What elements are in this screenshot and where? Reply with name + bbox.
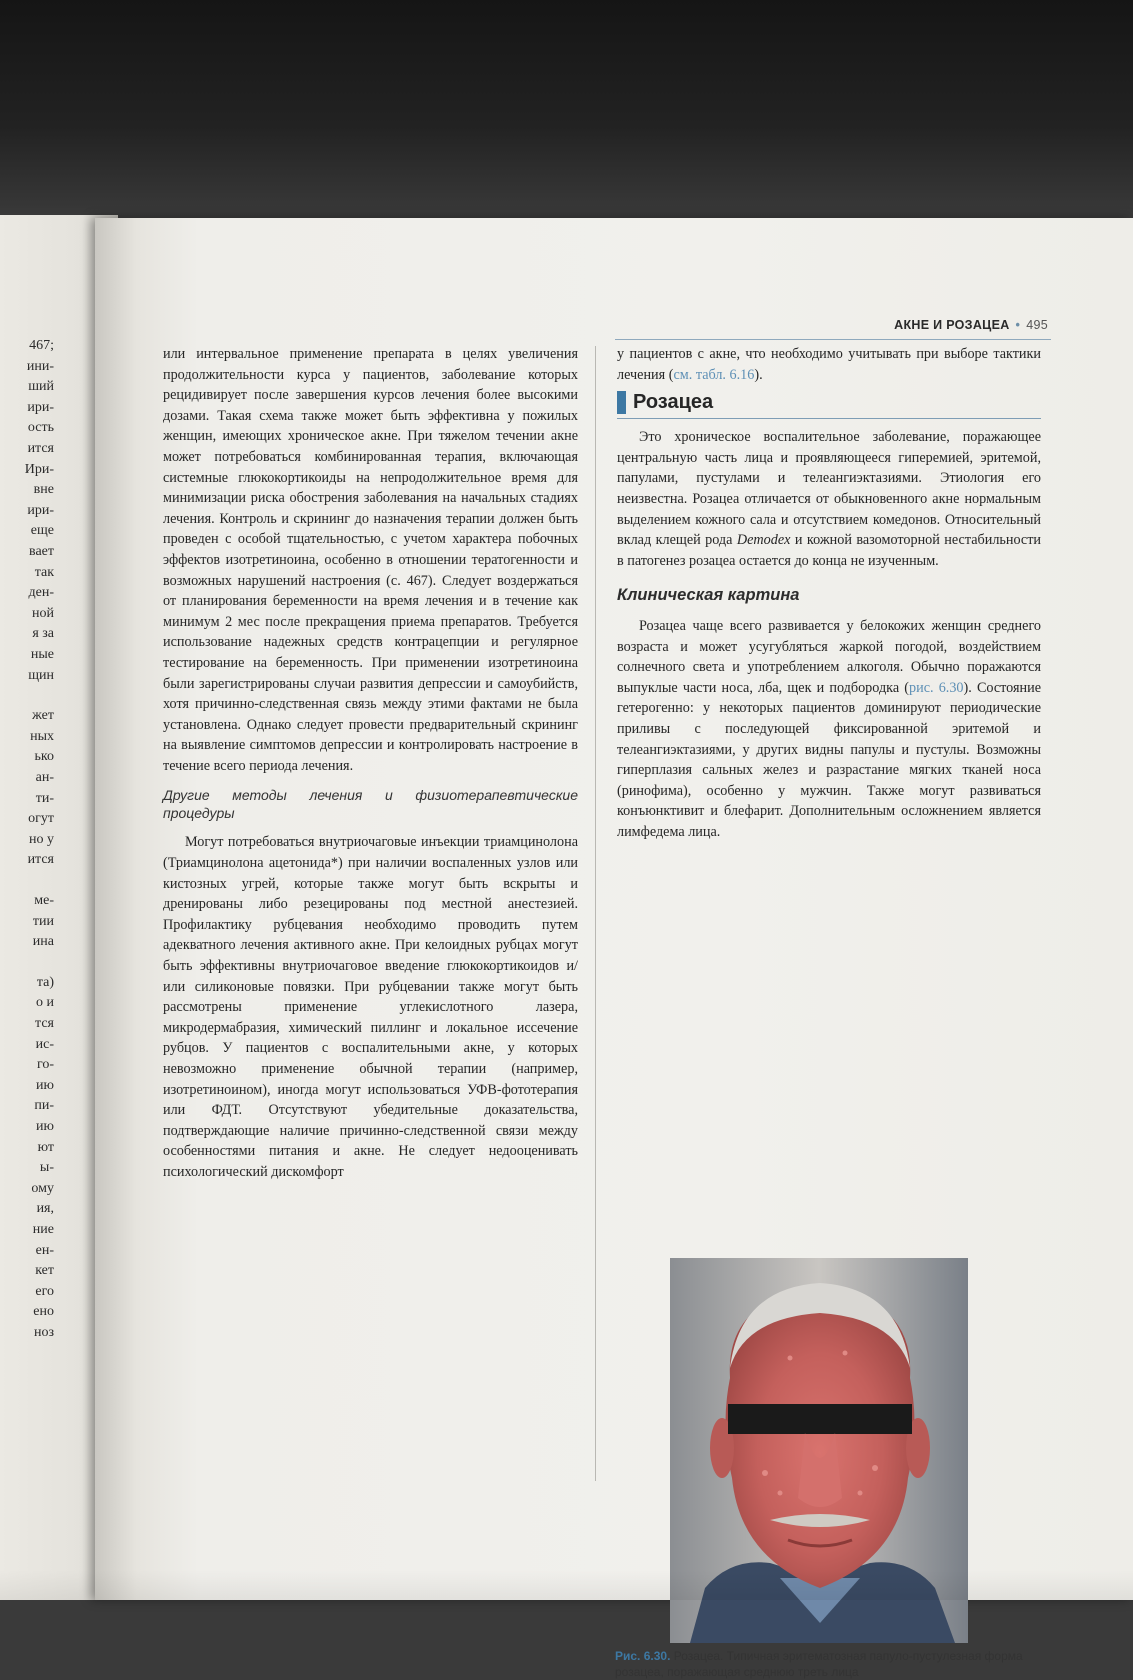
left-page-fragment: ший (28, 379, 54, 395)
left-page-fragment: ние (32, 1222, 54, 1237)
header-title: АКНЕ И РОЗАЦЕА (894, 318, 1010, 332)
left-page-fragment: ан- (35, 770, 54, 785)
left-page-fragment: го- (36, 1057, 54, 1073)
left-page-fragment: так (34, 564, 54, 580)
table-reference-link[interactable]: см. табл. 6.16 (673, 366, 755, 383)
left-page-fragment: ому (31, 1180, 54, 1196)
running-header (894, 318, 1048, 332)
left-page-fragment: ири- (27, 502, 54, 518)
header-separator: • (1015, 318, 1021, 332)
book-page (95, 218, 1133, 1679)
left-page-fragment: ти- (35, 790, 54, 806)
left-page-fragment: 467; (29, 338, 54, 353)
left-page-fragment: но у (29, 831, 54, 847)
left-paragraph-2: Могут потребоваться внутриочаговые инъекции триамцинолона (Триамцинолона ацетонида*) при наличии воспаленных узлов или кистозных угрей, которые также могут быть вскрыты и дренированы либо резецированы под местной анестезией. Профилактику рубцевания необходимо проводить путем адекватного лечения активного акне. При келоидных рубцах могут быть эффективны внутриочаговое введение глюкокортикоидов и/или силиконовые повязки. При рубцевании также могут быть рассмотрены применение углекислотного лазера, микродермабразия, химический пиллинг и локальное иссечение рубцов. У пациентов с воспалительными акне, у которых невозможно применение обычной терапии (например, изотретиноином), иногда могут использоваться УФВ-фототерапия или ФДТ. Отсутствуют убедительные доказательства, подтверждающие наличие причинно-следственной связи между особенностями питания и акне. Не следует недооценивать психологический дискомфорт (163, 834, 578, 1180)
right-paragraph-0-text: у пациентов с акне, что необходимо учитывать при выборе тактики лечения ( (617, 346, 1041, 383)
left-page-fragment: огут (28, 811, 54, 827)
subheading-other-methods: Другие методы лечения и физиотерапевтические процедуры (163, 787, 578, 822)
left-page-fragment: ной (32, 605, 54, 621)
rosacea-paragraph-1-text: Это хроническое воспалительное заболевание, поражающее центральную часть лица и проявляющееся гиперемией, эритемой, папулами, пустулами и телеангиэктазиями. Этиология его неизвестна. Розацеа отличается от обыкновенного акне нормальным выделением кожного сала и отсутствием комедонов. Относительный вклад клещей рода (617, 429, 1041, 549)
left-page-fragment: ы- (39, 1160, 54, 1176)
left-page-fragment: пи- (34, 1098, 54, 1114)
page-number: 495 (1026, 318, 1048, 332)
section-title: Розацеа (633, 391, 714, 414)
left-page-fragment: кет (35, 1263, 54, 1279)
left-page-fragment: его (35, 1283, 54, 1299)
section-marker (617, 391, 626, 414)
left-page-fragment: ют (37, 1139, 54, 1155)
left-page-fragment: та) (36, 974, 54, 990)
figure-reference-link[interactable]: рис. 6.30 (909, 679, 964, 696)
right-paragraph-0-end: ). (754, 366, 763, 383)
left-page-fragment: вне (33, 482, 54, 498)
left-page-fragment: Ири- (24, 461, 54, 477)
figure-label: Рис. 6.30. (615, 1649, 671, 1663)
header-rule (615, 339, 1051, 340)
left-page-fragment: ден- (28, 585, 54, 601)
demodex-term: Demodex (736, 532, 791, 549)
left-page-fragment: ини- (26, 358, 54, 374)
left-paragraph-1: или интервальное применение препарата в целях увеличения продолжительности курса у пациентов, заболевание которых рецидивирует после завершения курсов лечения более высокими дозами. Такая схема также может быть эффективна у пожилых женщин, имеющих хроническое акне. При тяжелом течении акне может потребоваться комбинированная терапия, включающая системные глюкокортикоиды на непродолжительное время для минимизации риска обострения заболевания на начальных стадиях лечения. Контроль и скрининг до назначения терапии должен быть проведен с особой тщательностью, с учетом характера побочных эффектов изотретиноина, особенно в отношении тератогенности и возможных нарушений настроения (с. 467). Следует воздержаться от планирования беременности на время лечения и в течение как минимум 2 мес после прекращения приема препаратов. Требуется использование надежных средств контрацепции и регулярное тестирование на беременность. При применении изотретиноина были зарегистрированы случаи развития депрессии и самоубийств, хотя причинно-следственная связь между этими фактами не была установлена. Однако следует провести предварительный скрининг на выявление симптомов депрессии и контролировать настроение в течение всего периода лечения. (163, 346, 578, 774)
left-page-fragment: ько (34, 749, 54, 765)
left-page-fragment: ен- (35, 1242, 54, 1258)
left-page-fragment: ию (36, 1119, 54, 1134)
left-page-fragment: вает (29, 544, 54, 559)
left-page-fragment: ири- (27, 399, 54, 415)
left-page-fragment: ится (27, 441, 54, 456)
section-heading-rosacea (617, 391, 1041, 419)
left-page-fragment: еще (30, 523, 54, 539)
left-page-fragment: ия, (36, 1201, 54, 1217)
figure-caption (615, 1648, 1045, 1680)
rosacea-paragraph-1-end: и кожной вазомоторной нестабильности в патогенез розацеа остается до конца не изученным. (617, 532, 1041, 569)
right-paragraph-0 (617, 344, 1041, 385)
rosacea-paragraph-2 (617, 616, 1041, 843)
left-page-fragment: ных (30, 728, 54, 744)
left-page-fragment: ию (36, 1077, 54, 1093)
left-page-fragment: о и (36, 995, 54, 1011)
rosacea-paragraph-2-text: Розацеа чаще всего развивается у белокожих женщин среднего возраста и может усугубляться жаркой погодой, воздействием солнечного света и употреблением алкоголя. Обычно поражаются выпуклые части носа, лба, щек и подбородка ( (617, 617, 1041, 696)
bottom-shadow (0, 1570, 1133, 1600)
left-page-fragment: ено (33, 1304, 54, 1320)
left-page-fragment: ме- (34, 893, 54, 908)
clinical-picture-heading: Клиническая картина (617, 586, 800, 605)
left-page-fragment: ость (27, 420, 54, 436)
left-column (163, 344, 578, 1183)
left-page-fragment: я за (32, 626, 54, 642)
left-page-fragment: щин (28, 667, 54, 683)
left-page-fragment: ина (32, 934, 54, 950)
left-page-fragment: ис- (35, 1036, 54, 1052)
right-column (617, 344, 1041, 842)
figure-caption-text: Розацеа. Типичная эритематозная папуло-пустулезная форма розацеа, поражающая среднюю треть лица (615, 1649, 1023, 1679)
left-page-fragment: тся (35, 1016, 54, 1031)
left-page-fragment: жет (32, 708, 54, 724)
rosacea-paragraph-1 (617, 427, 1041, 571)
column-divider (595, 346, 596, 1481)
left-page-fragment: тии (32, 913, 54, 929)
left-page-fragment: ноз (33, 1325, 54, 1340)
rosacea-paragraph-2-end: ). Состояние гетерогенно: у некоторых пациентов доминируют периодические приливы с последующей фиксированной эритемой и телеангиэктазиями, у других видны папулы и пустулы. Возможны гиперплазия сальных желез и разрастание мягких тканей носа (ринофима), особенно у мужчин. Также могут развиваться конъюнктивит и блефарит. Дополнительным осложнением является лимфедема лица. (617, 679, 1042, 840)
left-page-fragment: ные (30, 647, 54, 662)
dark-background-top (0, 0, 1133, 230)
left-page-fragment: ится (27, 852, 54, 868)
